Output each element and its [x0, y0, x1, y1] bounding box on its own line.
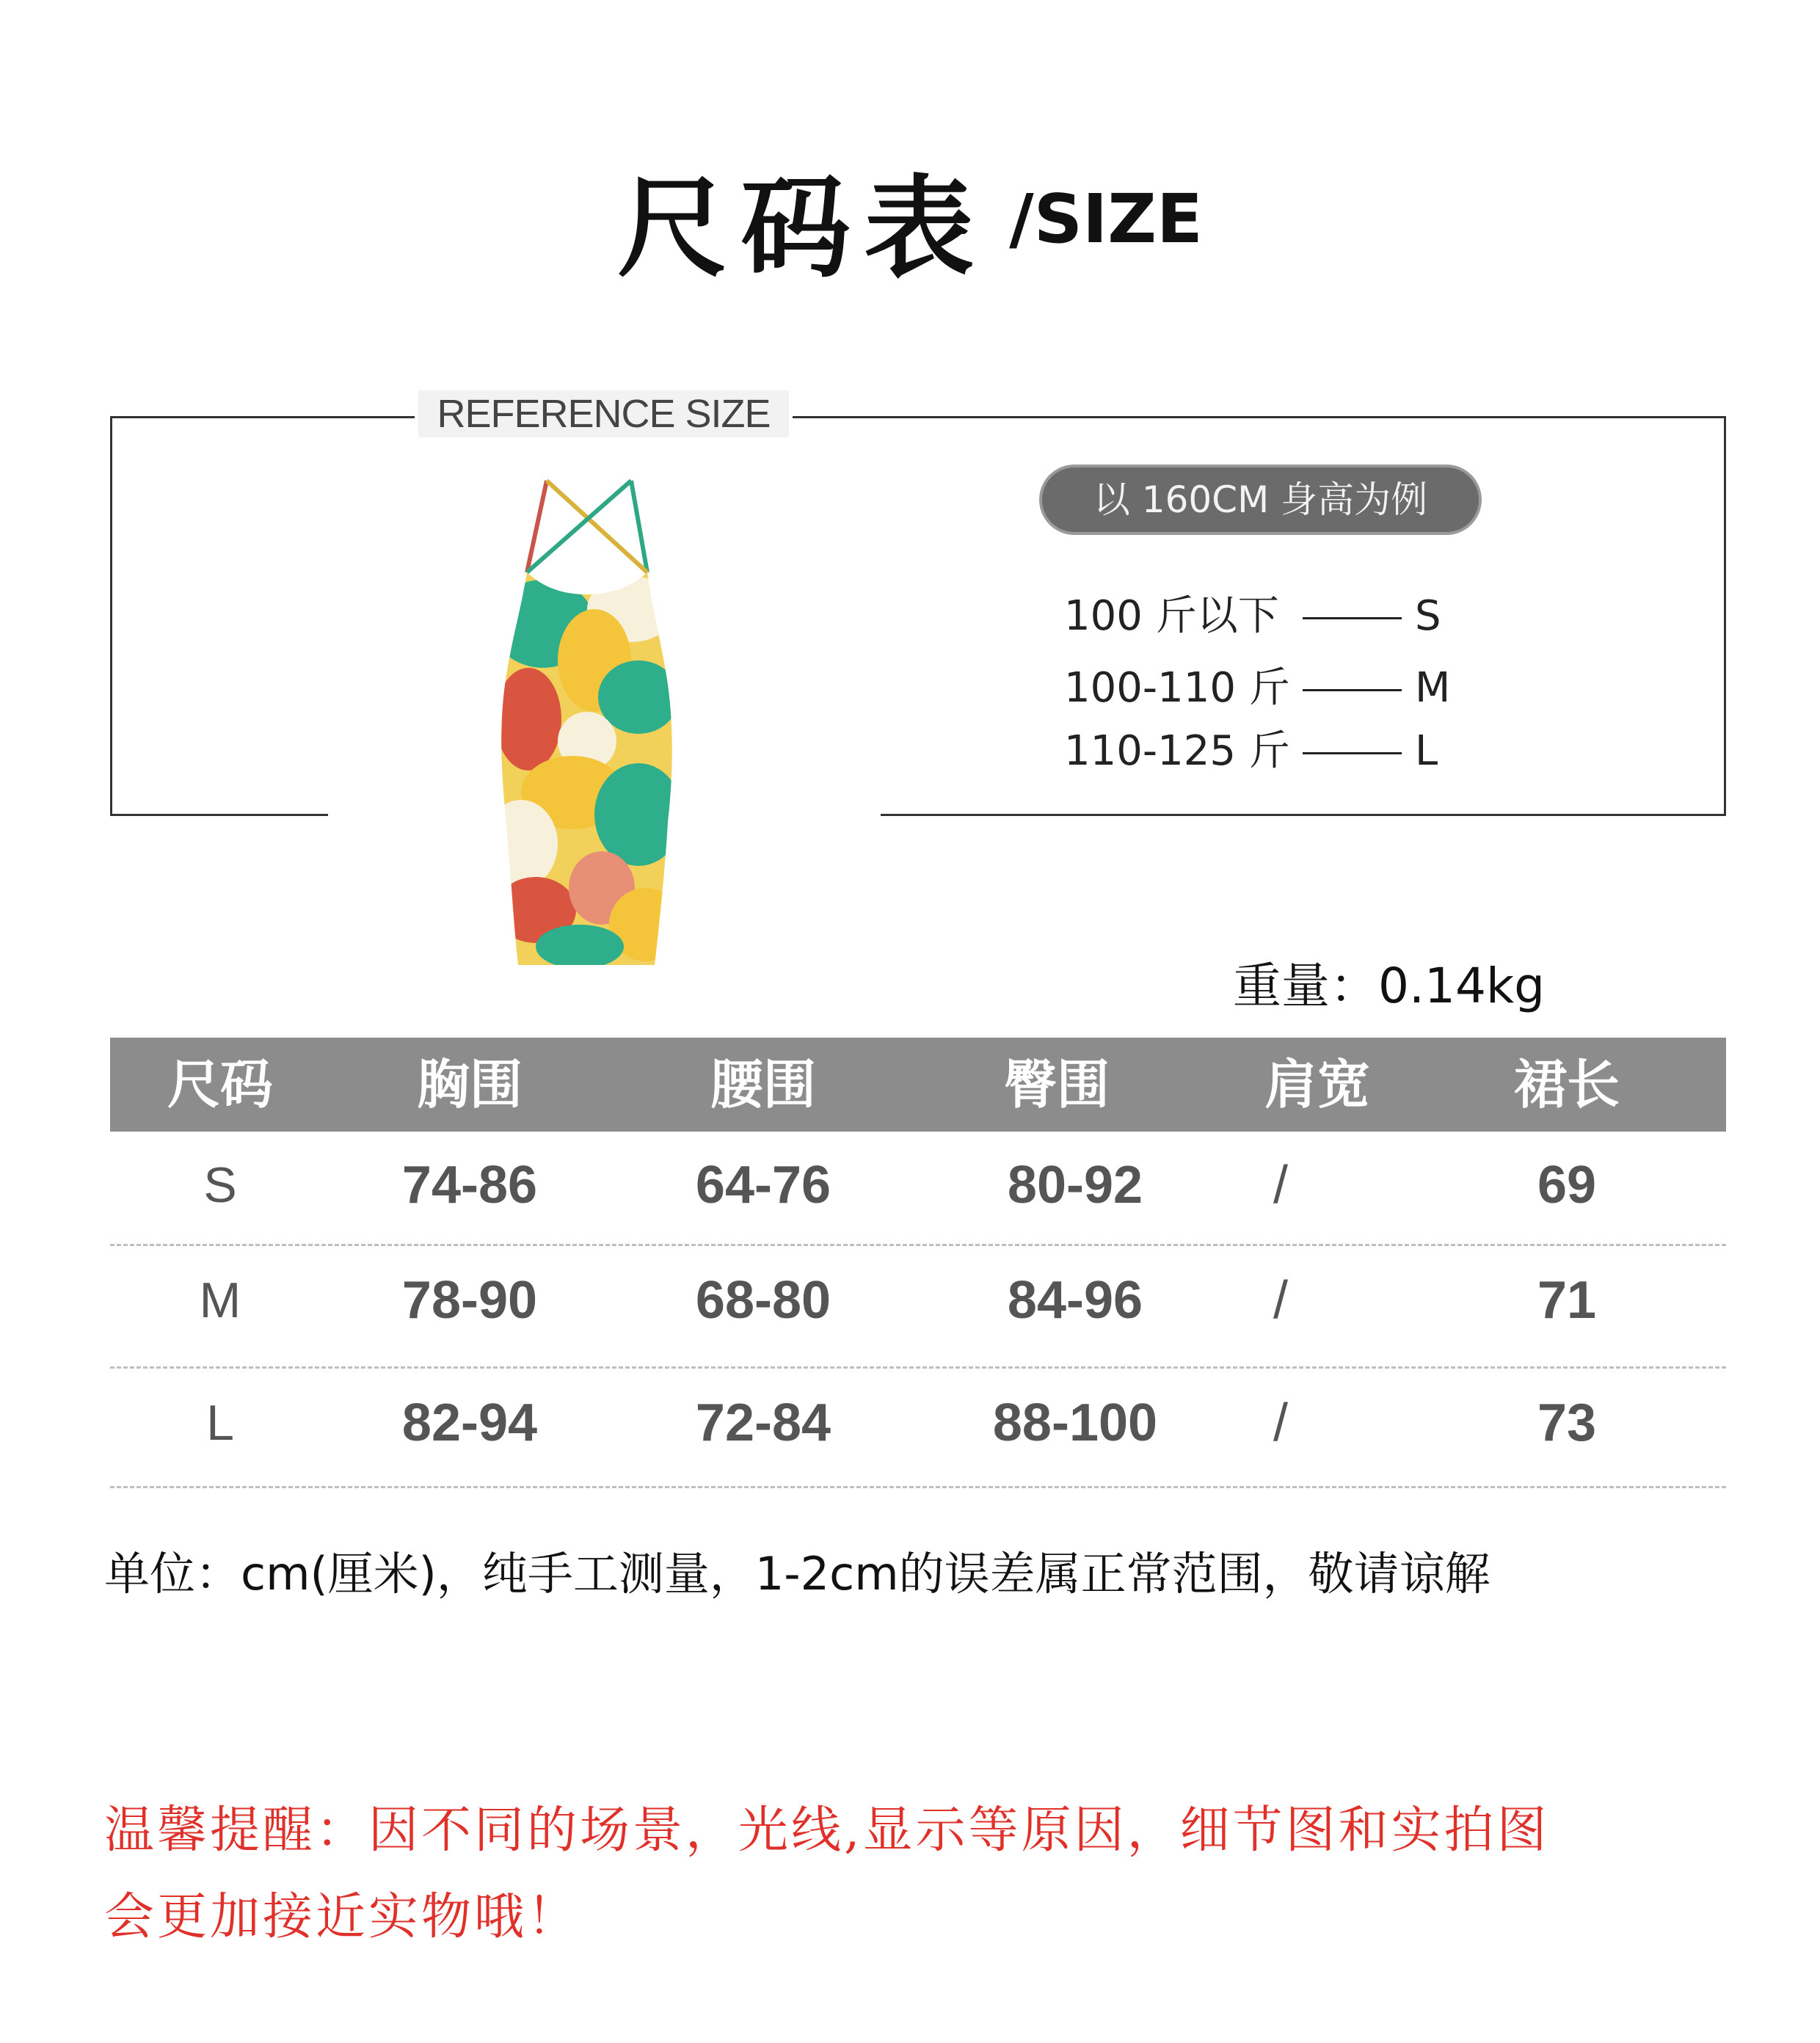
- weight-range: 110-125 斤: [1064, 727, 1290, 775]
- row-divider: [110, 1486, 1726, 1488]
- size-letter: M: [1415, 664, 1451, 712]
- cell-shoulder: /: [1273, 1271, 1288, 1330]
- title-chinese: 尺码表: [617, 164, 988, 293]
- cell-shoulder: /: [1273, 1394, 1288, 1452]
- cell-length: 71: [1537, 1271, 1597, 1330]
- header-bust: 胸围: [416, 1053, 523, 1115]
- cell-size: L: [206, 1395, 234, 1451]
- notice-line-1: 温馨提醒：因不同的场景，光线,显示等原因，细节图和实拍图: [104, 1802, 1550, 1860]
- cell-waist: 72-84: [695, 1394, 831, 1452]
- frame-line: [110, 814, 328, 816]
- frame-line: [793, 416, 1726, 418]
- size-letter: L: [1415, 727, 1438, 775]
- weight-range: 100-110 斤: [1064, 664, 1290, 712]
- dash-line: [1303, 689, 1402, 691]
- cell-waist: 68-80: [695, 1271, 831, 1330]
- frame-line: [1724, 416, 1726, 816]
- frame-line: [881, 814, 1726, 816]
- weight-size-row: [1064, 718, 1438, 777]
- table-row: [110, 1130, 1726, 1240]
- product-weight: 重量：0.14kg: [1233, 958, 1546, 1014]
- cell-hip: 84-96: [1007, 1271, 1143, 1330]
- header-waist: 腰围: [710, 1053, 816, 1115]
- frame-line: [110, 416, 415, 418]
- table-row: [110, 1368, 1726, 1478]
- header-size: 尺码: [167, 1053, 273, 1115]
- cell-hip: 80-92: [1007, 1156, 1143, 1214]
- weight-size-row: [1064, 583, 1441, 642]
- dash-line: [1303, 752, 1402, 754]
- unit-note: 单位：cm(厘米)，纯手工测量，1-2cm的误差属正常范围，敬请谅解: [104, 1547, 1490, 1600]
- notice-line-2: 会更加接近实物哦！: [104, 1888, 580, 1946]
- cell-bust: 78-90: [401, 1271, 538, 1330]
- table-row: [110, 1245, 1726, 1355]
- cell-waist: 64-76: [695, 1156, 831, 1214]
- table-header: [110, 1038, 1726, 1132]
- cell-length: 73: [1537, 1394, 1597, 1452]
- dress-image: [484, 477, 697, 976]
- cell-hip: 88-100: [992, 1394, 1158, 1452]
- cell-size: S: [203, 1157, 237, 1213]
- cell-length: 69: [1537, 1156, 1597, 1214]
- weight-size-row: [1064, 655, 1450, 714]
- header-length: 裙长: [1513, 1053, 1620, 1115]
- cell-size: M: [199, 1272, 241, 1328]
- page-title: [0, 139, 1820, 298]
- weight-range: 100 斤以下: [1064, 592, 1279, 640]
- size-letter: S: [1415, 592, 1441, 640]
- dash-line: [1303, 617, 1402, 619]
- frame-line: [110, 416, 112, 816]
- reference-size-label: REFERENCE SIZE: [418, 390, 789, 437]
- header-hip: 臀围: [1003, 1053, 1110, 1115]
- cell-bust: 82-94: [401, 1394, 538, 1452]
- height-note-pill: 以 160CM 身高为例: [1042, 467, 1479, 532]
- header-shoulder: 肩宽: [1264, 1053, 1370, 1115]
- cell-bust: 74-86: [401, 1156, 538, 1214]
- cell-shoulder: /: [1273, 1156, 1288, 1214]
- title-english: /SIZE: [1009, 179, 1203, 258]
